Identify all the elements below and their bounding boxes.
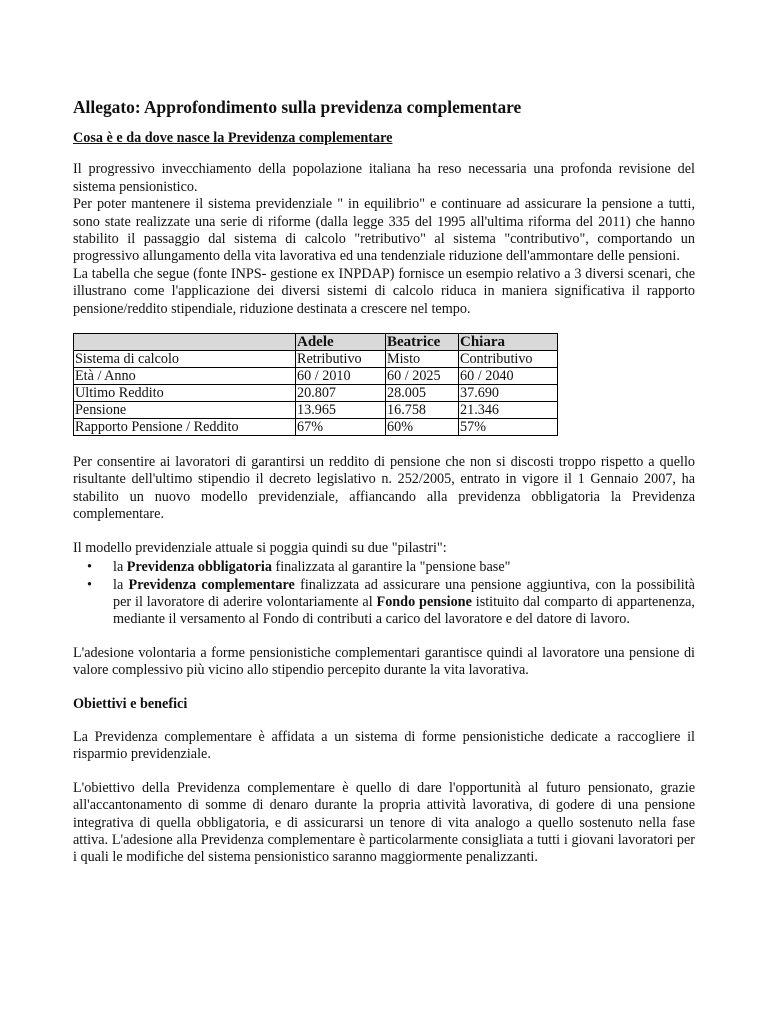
pension-comparison-table <box>73 333 558 436</box>
section-heading-origins: Cosa è e da dove nasce la Previdenza complementare <box>73 130 393 146</box>
table-cell: 60 / 2010 <box>296 368 386 385</box>
pillars-list <box>73 559 695 629</box>
section-heading-objectives: Obiettivi e benefici <box>73 695 188 712</box>
table-cell: 16.758 <box>386 402 459 419</box>
document-page <box>73 96 695 867</box>
table-cell: Rapporto Pensione / Reddito <box>74 419 296 436</box>
table-cell: 13.965 <box>296 402 386 419</box>
bullet-icon: • <box>87 559 92 576</box>
table-row <box>74 402 558 419</box>
paragraph-pillars-intro: Il modello previdenziale attuale si poggia quindi su due "pilastri": <box>73 539 447 556</box>
list-item-text: la <box>113 576 129 593</box>
table-cell: 21.346 <box>459 402 558 419</box>
table-row <box>74 351 558 368</box>
table-cell: 57% <box>459 419 558 436</box>
table-header-cell: Adele <box>296 334 386 351</box>
table-cell: 60 / 2025 <box>386 368 459 385</box>
table-cell: Misto <box>386 351 459 368</box>
list-item-bold: Previdenza obbligatoria <box>126 559 272 576</box>
list-item-text: finalizzata al garantire la "pensione base" <box>271 559 511 576</box>
table-row <box>74 368 558 385</box>
bullet-icon: • <box>87 576 92 593</box>
table-header-cell: Chiara <box>459 334 558 351</box>
document-title: Allegato: Approfondimento sulla previdenza complementare <box>73 97 522 117</box>
table-cell: 67% <box>296 419 386 436</box>
table-cell: Pensione <box>74 402 296 419</box>
list-item-text: finalizzata ad assicurare una pensione aggiuntiva, con la possibilità per il lavoratore di aderire volontariamente al <box>113 576 695 610</box>
table-cell: 20.807 <box>296 385 386 402</box>
paragraph-decree: Per consentire ai lavoratori di garantirsi un reddito di pensione che non si discosti troppo rispetto a quello risultante dell'ultimo stipendio il decreto legislativo n. 252/2005, entrato in vigore il 1 Gennaio 2007, ha stabilito un nuovo modello previdenziale, affiancando alla previdenza obbligatoria la Previdenza complementare. <box>73 454 695 523</box>
table-cell: Ultimo Reddito <box>74 385 296 402</box>
paragraph-objective: L'obiettivo della Previdenza complementare è quello di dare l'opportunità al futuro pensionato, grazie all'accantonamento di somme di denaro durante la propria attività lavorativa, di godere di una pensione integrativa di quella obbligatoria, e di assicurarsi un tenore di vita analogo a quello sostenuto nella fase attiva. L'adesione alla Previdenza complementare è particolarmente consigliata a tutti i giovani lavoratori per i quali le modifiche del sistema pensionistico saranno maggiormente penalizzanti. <box>73 779 695 866</box>
list-item-text: istituito dal comparto di appartenenza, mediante il versamento al Fondo di contributi a carico del lavoratore e del datore di lavoro. <box>113 593 695 628</box>
list-item <box>73 559 695 576</box>
list-item-text: la <box>113 559 127 576</box>
table-cell: Età / Anno <box>74 368 296 385</box>
list-item <box>73 577 695 629</box>
list-item-bold: Fondo pensione <box>376 593 472 610</box>
paragraph-reforms: Per poter mantenere il sistema previdenziale " in equilibrio" e continuare ad assicurare la pensione a tutti, sono state realizzate una serie di riforme (dalla legge 335 del 1995 all'ultima riforma del 2011) che hanno stabilito il passaggio dal sistema di calcolo "retributivo" al sistema "contributivo", comportando un progressivo allungamento della vita lavorativa ed una tendenziale riduzione dell'ammontare delle pensioni. <box>73 196 695 265</box>
paragraph-intro: Il progressivo invecchiamento della popolazione italiana ha reso necessaria una profonda revisione del sistema pensionistico. <box>73 161 695 195</box>
paragraph-table-intro: La tabella che segue (fonte INPS- gestione ex INPDAP) fornisce un esempio relativo a 3 diversi scenari, che illustrano come l'applicazione dei diversi sistemi di calcolo riduca in maniera significativa il rapporto pensione/reddito stipendiale, riduzione destinata a crescere nel tempo. <box>73 265 695 317</box>
table-cell: 28.005 <box>386 385 459 402</box>
paragraph-system: La Previdenza complementare è affidata a un sistema di forme pensionistiche dedicate a raccogliere il risparmio previdenziale. <box>73 728 695 763</box>
paragraph-voluntary: L'adesione volontaria a forme pensionistiche complementari garantisce quindi al lavoratore una pensione di valore complessivo più vicino allo stipendio percepito durante la vita lavorativa. <box>73 644 695 679</box>
table-cell: 60 / 2040 <box>459 368 558 385</box>
table-cell: 60% <box>386 419 459 436</box>
table-row <box>74 419 558 436</box>
table-cell: 37.690 <box>459 385 558 402</box>
table-header-cell <box>74 334 296 351</box>
table-header-cell: Beatrice <box>386 334 459 351</box>
table-header-row <box>74 334 558 351</box>
table-cell: Retributivo <box>296 351 386 368</box>
list-item-bold: Previdenza complementare <box>128 576 295 593</box>
table-cell: Sistema di calcolo <box>74 351 296 368</box>
table-cell: Contributivo <box>459 351 558 368</box>
table-row <box>74 385 558 402</box>
